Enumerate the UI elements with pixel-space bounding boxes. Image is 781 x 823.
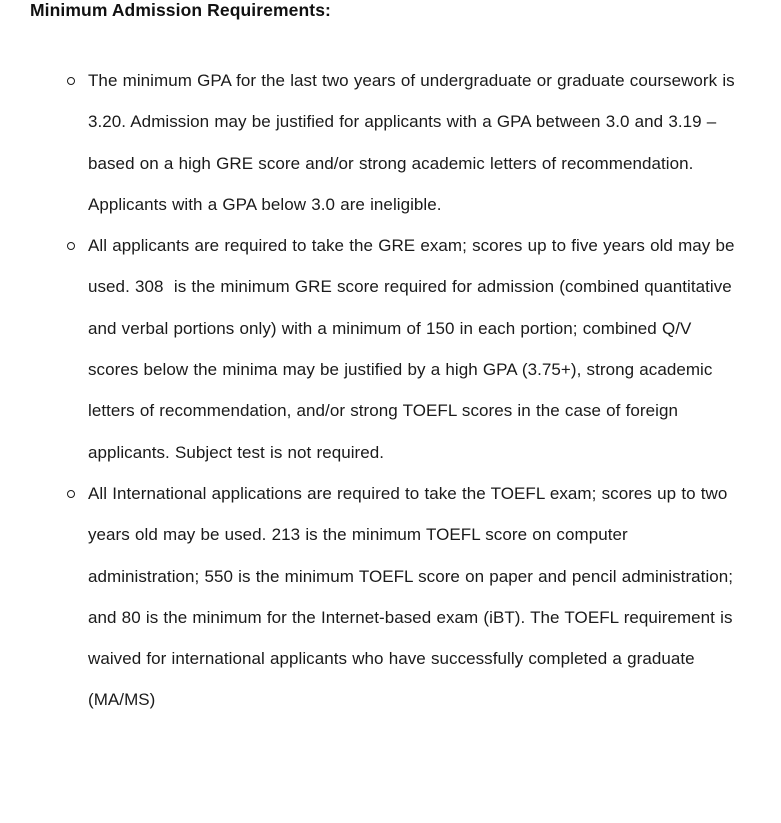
requirements-list [0,60,781,721]
page-title: Minimum Admission Requirements: [30,0,331,20]
list-item [0,60,781,225]
list-item [0,473,781,721]
bullet-circle-icon [67,60,79,101]
requirement-text: All applicants are required to take the GRE exam; scores up to five years old may be used. 308 is the minimum GRE score required for admission (combined quantitative and verbal portions only) with a minimum of 150 in each portion; combined Q/V scores below the minima may be justified by a high GPA (3.75+), strong academic letters of recommendation, and/or strong TOEFL scores in the case of foreign applicants. Subject test is not required. [88,236,740,462]
list-item [0,225,781,473]
requirement-text: The minimum GPA for the last two years of undergraduate or graduate coursework is 3.20. Admission may be justified for applicants with a GPA between 3.0 and 3.19 – based on a high GRE score and/or strong academic letters of recommendation. Applicants with a GPA below 3.0 are ineligible. [88,71,740,214]
bullet-circle-icon [67,225,79,266]
requirement-text: All International applications are required to take the TOEFL exam; scores up to two years old may be used. 213 is the minimum TOEFL score on computer administration; 550 is the minimum TOEFL score on paper and pencil administration; and 80 is the minimum for the Internet-based exam (iBT). The TOEFL requirement is waived for international applicants who have successfully completed a graduate (MA/MS) [88,483,739,710]
bullet-circle-icon [67,473,79,514]
